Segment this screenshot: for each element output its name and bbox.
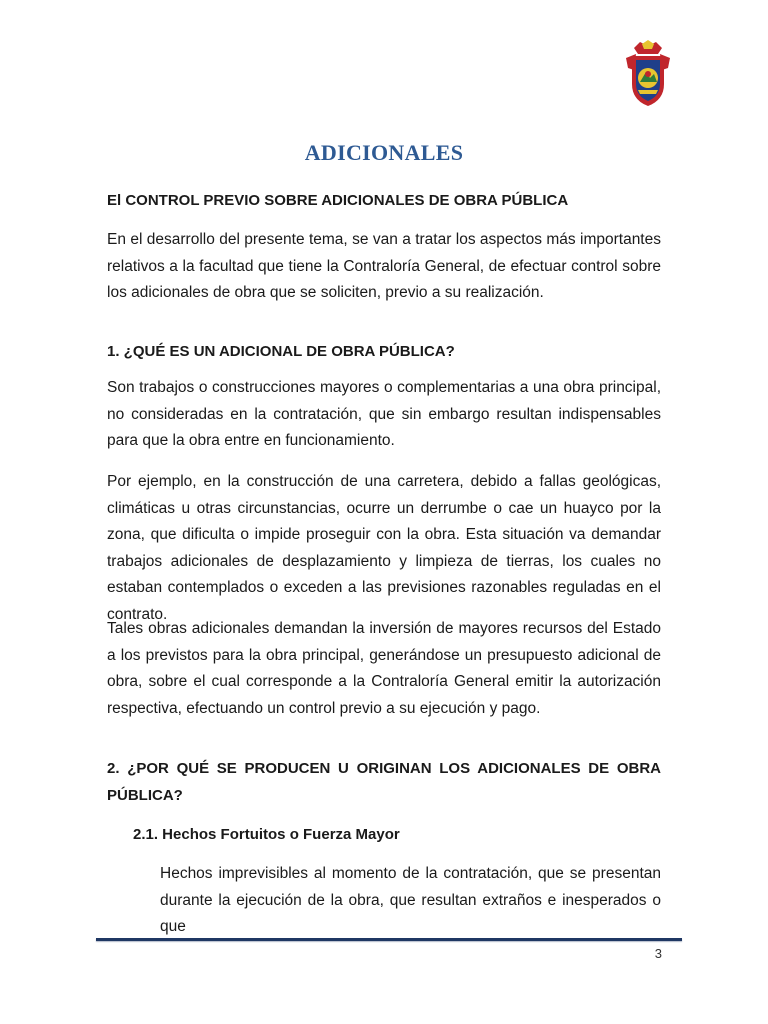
section-1-paragraph-1: Son trabajos o construcciones mayores o complementarias a una obra principal, no consideradas en la contratación, que sin embargo resultan indispensables para que la obra entre en funcionamiento.	[107, 379, 661, 449]
section-2-1-heading: 2.1. Hechos Fortuitos o Fuerza Mayor	[133, 826, 400, 843]
page-number: 3	[654, 946, 662, 961]
section-1-paragraph-3: Tales obras adicionales demandan la inversión de mayores recursos del Estado a los previstos para la obra principal, generándose un presupuesto adicional de obra, sobre el cual corresponde a la Contraloría General emitir la autorización respectiva, efectuando un control previo a su ejecución y pago.	[107, 620, 661, 717]
page-title: ADICIONALES	[304, 140, 464, 165]
section-1-paragraph-2: Por ejemplo, en la construcción de una carretera, debido a fallas geológicas, climáticas u otras circunstancias, ocurre un derrumbe o cae un huayco por la zona, que dificulta o impide proseguir con la obra. Esta situación va demandar trabajos adicionales de desplazamiento y limpieza de tierras, los cuales no estaban contemplados o exceden a las previsiones razonables reguladas en el contrato.	[107, 473, 661, 623]
emblem-icon	[624, 40, 672, 108]
section-2-1-paragraph: Hechos imprevisibles al momento de la contratación, que se presentan durante la ejecución de la obra, que resultan extraños e inesperados o que	[160, 865, 661, 935]
section-2-heading: 2. ¿POR QUÉ SE PRODUCEN U ORIGINAN LOS ADICIONALES DE OBRA PÚBLICA?	[107, 760, 661, 804]
section-1-heading: 1. ¿QUÉ ES UN ADICIONAL DE OBRA PÚBLICA?	[107, 343, 455, 360]
document-subtitle: El CONTROL PREVIO SOBRE ADICIONALES DE OBRA PÚBLICA	[107, 192, 569, 209]
footer-rule	[96, 938, 682, 941]
intro-paragraph: En el desarrollo del presente tema, se van a tratar los aspectos más importantes relativos a la facultad que tiene la Contraloría General, de efectuar control sobre los adicionales de obra que se soliciten, previo a su realización.	[107, 231, 661, 301]
